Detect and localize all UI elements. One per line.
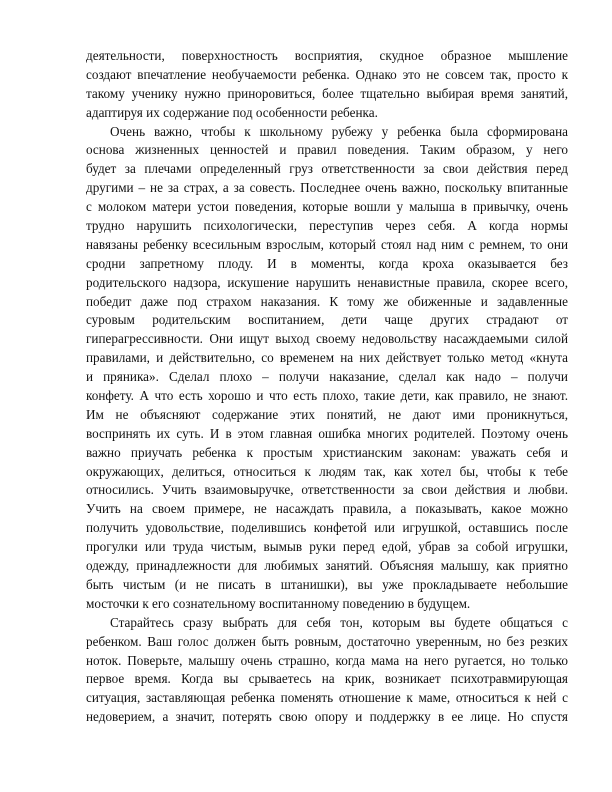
- text-line: адаптируя их содержание под особенности ребенка.: [86, 104, 378, 120]
- text-line: окружающих, делиться, относиться к людям так, как хотел бы, чтобы к тебе: [86, 463, 568, 479]
- text-line: ситуация, заставляющая ребенка поменять отношение к маме, относиться к ней с: [86, 690, 568, 706]
- text-line: сродни запретному плоду. И в моменты, когда кроха оказывается без: [86, 255, 568, 271]
- paragraph: [86, 47, 568, 123]
- text-line: другими – не за страх, а за совесть. Последнее очень важно, поскольку впитанные: [86, 180, 568, 196]
- text-line: с молоком матери устои поведения, которые вошли у малыша в привычку, очень: [86, 199, 568, 215]
- text-line: навязаны ребенку всесильным взрослым, который стоял над ним с ремнем, то они: [86, 236, 568, 252]
- text-line: важно приучать ребенка к простым христианским законам: уважать себя и: [86, 444, 568, 460]
- text-line: относились. Учить взаимовыручке, ответственности за свои действия и любви.: [86, 482, 568, 498]
- text-line: ноток. Поверьте, малышу очень страшно, когда мама на него ругается, но только: [86, 652, 568, 668]
- text-line: родительского надзора, искушение нарушить ненавистные правила, скорее всего,: [86, 274, 568, 290]
- text-line: мосточки к его сознательному воспитанному поведению в будущем.: [86, 595, 471, 611]
- text-line: победит даже под страхом наказания. К тому же обиженные и задавленные: [86, 293, 568, 309]
- text-line: конфету. А что есть хорошо и что есть плохо, такие дети, как правило, не знают.: [86, 388, 568, 404]
- text-line: недоверием, а значит, потерять свою опору и поддержку в ее лице. Но спустя: [86, 709, 568, 725]
- text-line: ребенком. Ваш голос должен быть ровным, достаточно уверенным, но без резких: [86, 633, 568, 649]
- text-line: быть чистым (и не писать в штанишки), вы уже прокладываете небольшие: [86, 576, 568, 592]
- document-body: [86, 47, 568, 727]
- text-line: получить удовольствие, поделившись конфетой или игрушкой, оставшись после: [86, 520, 568, 536]
- text-line: будет за плечами определенный груз ответственности за свои действия перед: [86, 161, 568, 177]
- paragraph: [86, 123, 568, 614]
- text-line: прогулки или труда чистым, вымыв руки перед едой, убрав за собой игрушки,: [86, 539, 568, 555]
- text-line: деятельности, поверхностность восприятия, скудное образное мышление: [86, 48, 568, 63]
- text-line: такому ученику нужно приноровиться, более тщательно выбирая время занятий,: [86, 85, 568, 101]
- text-line: Старайтесь сразу выбрать для себя тон, которым вы будете общаться с: [110, 614, 568, 630]
- text-line: первое время. Когда вы срываетесь на крик, возникает психотравмирующая: [86, 671, 568, 687]
- text-line: основа жизненных ценностей и правил поведения. Таким образом, у него: [86, 142, 568, 158]
- text-line: суровым родительским воспитанием, дети чаще других страдают от: [86, 312, 568, 328]
- text-line: Очень важно, чтобы к школьному рубежу у ребенка была сформирована: [110, 123, 568, 139]
- text-line: правилами, и действительно, со временем на них действует только метод «кнута: [86, 350, 568, 366]
- text-line: создают впечатление необучаемости ребенка. Однако это не совсем так, просто к: [86, 66, 568, 82]
- paragraph: [86, 614, 568, 727]
- text-line: Им не объясняют содержание этих понятий, не дают ими проникнуться,: [86, 406, 568, 422]
- text-line: воспринять их суть. И в этом главная ошибка многих родителей. Поэтому очень: [86, 425, 568, 441]
- text-line: и пряника». Сделал плохо – получи наказание, сделал как надо – получи: [86, 369, 568, 385]
- text-line: гиперагрессивности. Они ищут выход своему недовольству насаждаемыми силой: [86, 331, 568, 347]
- text-line: одежду, принадлежности для любимых занятий. Объясняя малышу, как приятно: [86, 558, 568, 574]
- text-line: трудно нарушить психологически, переступив через себя. А когда нормы: [86, 218, 568, 234]
- text-line: Учить на своем примере, не насаждать правила, а показывать, какое можно: [86, 501, 568, 517]
